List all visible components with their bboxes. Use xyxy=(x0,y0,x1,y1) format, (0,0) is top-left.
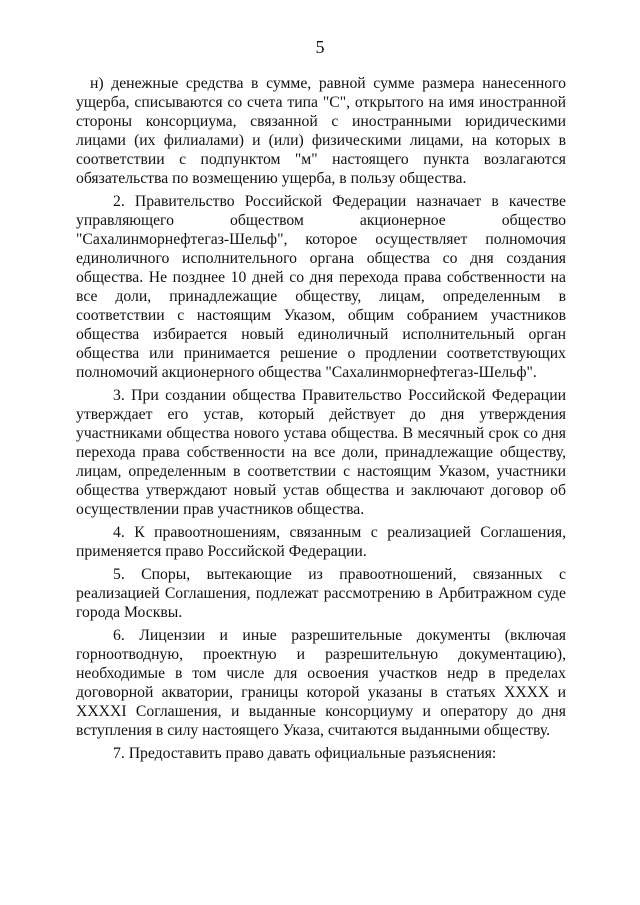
page-number: 5 xyxy=(315,37,325,57)
document-body xyxy=(76,74,566,763)
paragraph-item-6: 6. Лицензии и иные разрешительные документы (включая горноотводную, проектную и разрешительную документацию), необходимые в том числе для освоения участков недр в пределах договорной акватории, границы которой указаны в статьях XXXX и XXXXI Соглашения, и выданные консорциуму и оператору до дня вступления в силу настоящего Указа, считаются выданными обществу. xyxy=(76,627,566,739)
paragraph-item-4: 4. К правоотношениям, связанным с реализацией Соглашения, применяется право Российской Федерации. xyxy=(76,524,566,560)
paragraph-item-5: 5. Споры, вытекающие из правоотношений, связанных с реализацией Соглашения, подлежат рассмотрению в Арбитражном суде города Москвы. xyxy=(76,566,566,621)
paragraph-item-3: 3. При создании общества Правительство Российской Федерации утверждает его устав, который действует до дня утверждения участниками общества нового устава общества. В месячный срок со дня перехода права собственности на все доли, принадлежащие обществу, лицам, определенным в соответствии с настоящим Указом, участники общества утверждают новый устав общества и заключают договор об осуществлении прав участников общества. xyxy=(76,387,566,518)
paragraph-item-n: н) денежные средства в сумме, равной сумме размера нанесенного ущерба, списываются со счета типа "С", открытого на имя иностранной стороны консорциума, связанной с иностранными юридическими лицами (их филиалами) и (или) физическими лицами, на которых в соответствии с подпунктом "м" настоящего пункта возлагаются обязательства по возмещению ущерба, в пользу общества. xyxy=(76,75,566,187)
paragraph-item-2: 2. Правительство Российской Федерации назначает в качестве управляющего обществом акционерное общество "Сахалинморнефтегаз-Шельф", которое осуществляет полномочия единоличного исполнительного органа общества со дня создания общества. Не позднее 10 дней со дня перехода права собственности на все доли, принадлежащие обществу, лицам, определенным в соответствии с настоящим Указом, общим собранием участников общества избирается новый единоличный исполнительный орган общества или принимается решение о продлении соответствующих полномочий акционерного общества "Сахалинморнефтегаз-Шельф". xyxy=(76,193,566,381)
paragraph-item-7: 7. Предоставить право давать официальные разъяснения: xyxy=(113,745,497,762)
